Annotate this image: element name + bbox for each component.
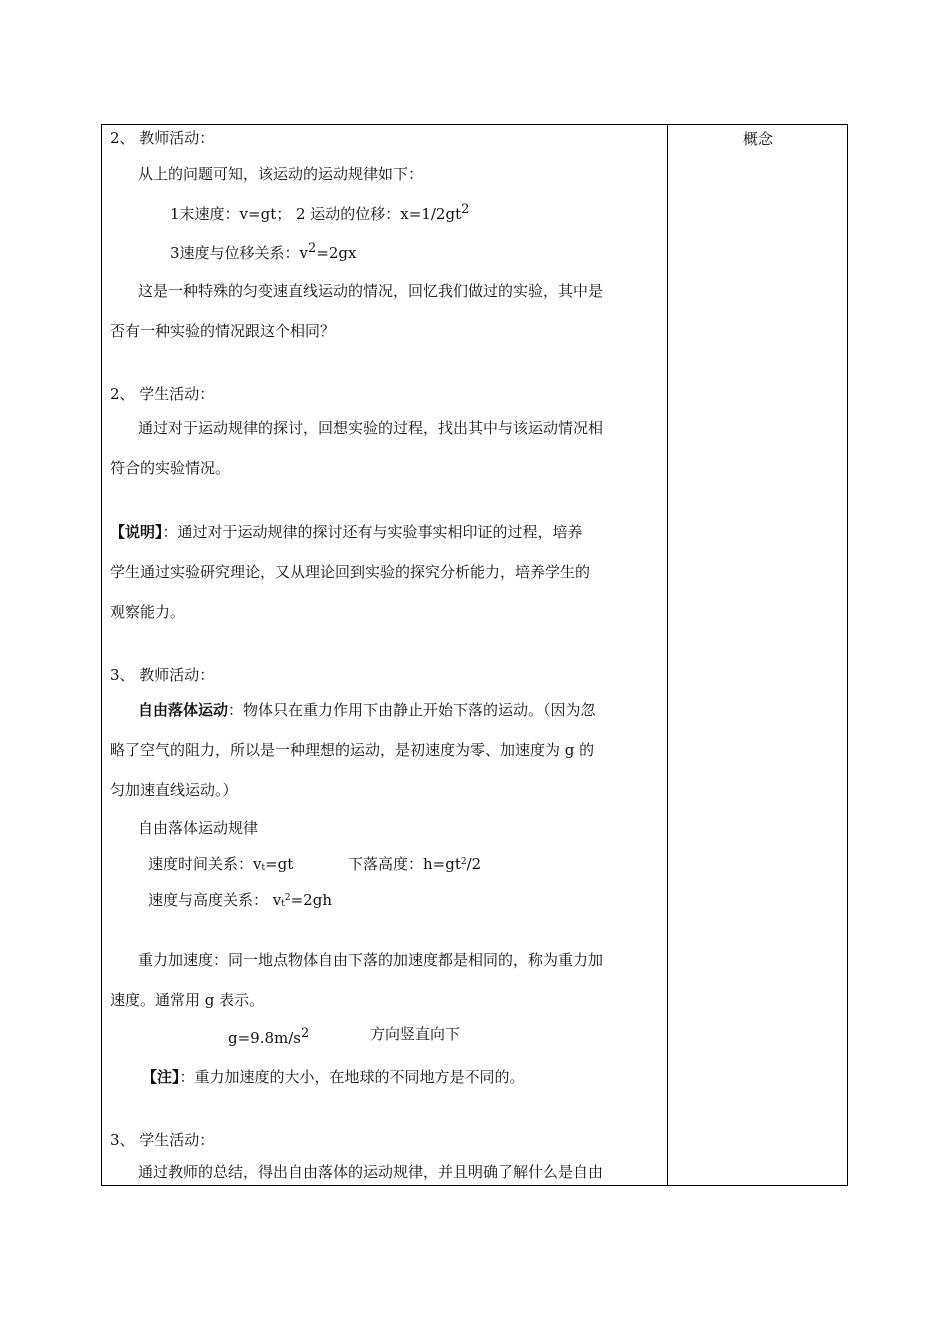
teacher2-formula-2-tail: =2gx [316,244,357,262]
teacher2-paragraph-line-1: 这是一种特殊的匀变速直线运动的情况，回忆我们做过的实验，其中是 [138,282,604,300]
law2-eq: =2gh [290,891,332,909]
note1-line-1 [110,521,583,543]
gravity-direction: 方向竖直向下 [370,1025,461,1043]
teacher3-definition-line-3: 匀加速直线运动。） [110,781,238,799]
law1-sub: t [261,863,266,873]
teacher3-law-2 [148,889,332,911]
law1-height-tail: /2 [466,855,482,873]
note1-line-2: 学生通过实验研究理论，又从理论回到实验的探究分析能力，培养学生的 [110,563,591,581]
teacher2-formula-1-text: 1末速度：v=gt； 2 运动的位移：x=1/2gt [170,205,462,223]
teacher2-paragraph-line-2: 否有一种实验的情况跟这个相同？ [110,322,336,340]
teacher3-definition-text: ：物体只在重力作用下由静止开始下落的运动。（因为忽 [228,701,596,719]
teacher3-definition-line-1 [138,699,596,721]
gravity-note [142,1066,525,1088]
note1-label: 【说明】 [110,523,163,541]
law1-text: 速度时间关系：v [148,855,262,873]
gravity-value-sup: 2 [301,1026,310,1041]
law2-sup: 2 [284,893,291,903]
law2-text: 速度与高度关系： v [148,891,282,909]
teacher3-law-height [348,853,481,875]
student2-heading: 2、 学生活动： [110,385,215,403]
gravity-paragraph-line-1: 重力加速度：同一地点物体自由下落的加速度都是相同的，称为重力加 [138,951,604,969]
teacher3-term: 自由落体运动 [138,701,229,719]
gravity-paragraph-line-2: 速度。通常用 g 表示。 [110,991,265,1009]
gravity-value [228,1027,309,1049]
teacher3-law-title: 自由落体运动规律 [138,819,259,837]
teacher2-formula-2-text: 3速度与位移关系：v [170,244,309,262]
law1-height-sup: 2 [460,857,467,867]
gravity-value-text: g=9.8m/s [228,1029,302,1047]
law1-eq: =gt [265,855,294,873]
side-column-label: 概念 [742,130,773,148]
teacher2-formula-2 [170,242,357,264]
note1-line-3: 观察能力。 [110,603,186,621]
teacher2-intro: 从上的问题可知，该运动的运动规律如下： [138,165,424,183]
student2-paragraph-line-1: 通过对于运动规律的探讨，回想实验的过程，找出其中与该运动情况相 [138,419,604,437]
teacher2-formula-1-sup: 2 [461,202,470,217]
law1-height-text: 下落高度：h=gt [348,855,461,873]
teacher3-heading: 3、 教师活动： [110,666,215,684]
teacher2-formula-1 [170,203,469,225]
student3-heading: 3、 学生活动： [110,1131,215,1149]
student3-paragraph-line-1: 通过教师的总结，得出自由落体的运动规律，并且明确了解什么是自由 [138,1163,604,1181]
lesson-table [101,124,848,1186]
student2-paragraph-line-2: 符合的实验情况。 [110,459,231,477]
teacher2-formula-2-sup: 2 [308,241,317,256]
note1-text-1: ：通过对于运动规律的探讨还有与实验事实相印证的过程，培养 [162,523,583,541]
law2-sub: t [281,899,285,909]
gravity-note-text: ：重力加速度的大小，在地球的不同地方是不同的。 [179,1068,525,1086]
teacher2-heading: 2、 教师活动： [110,129,215,147]
teacher3-definition-line-2: 略了空气的阻力，所以是一种理想的运动，是初速度为零、加速度为 g 的 [110,741,595,759]
gravity-note-label: 【注】 [142,1068,180,1086]
teacher3-law-1 [148,853,293,875]
column-divider [667,125,668,1185]
